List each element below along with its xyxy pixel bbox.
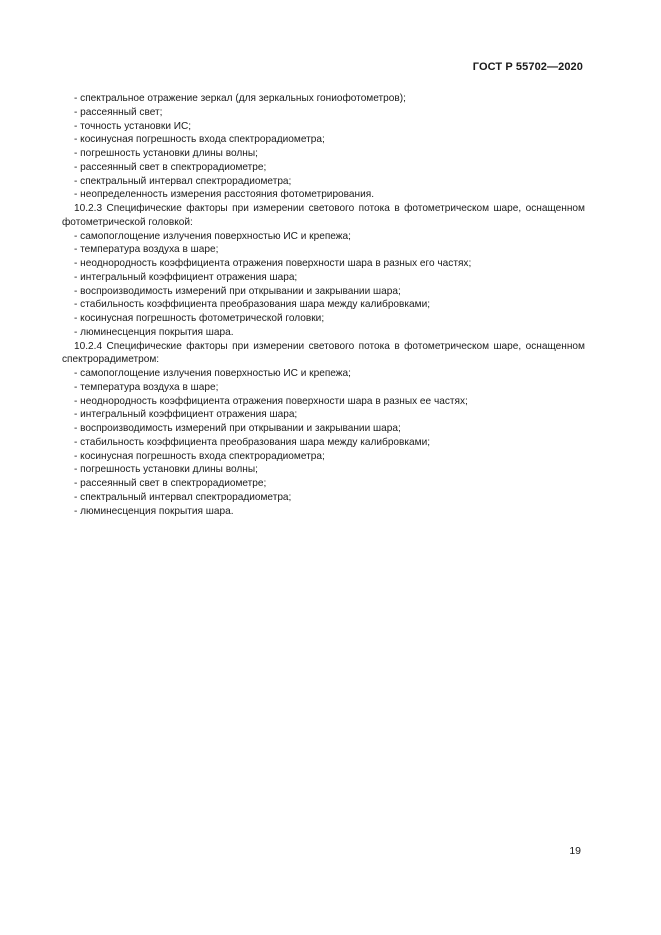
- page-body: [62, 92, 585, 518]
- list-item: - косинусная погрешность фотометрической головки;: [74, 313, 325, 324]
- list-item: - точность установки ИС;: [74, 120, 192, 132]
- list-item: - люминесценция покрытия шара.: [74, 326, 234, 338]
- list-item: - стабильность коэффициента преобразования шара между калибровками;: [74, 436, 431, 448]
- list-item: - неопределенность измерения расстояния фотометрирования.: [74, 189, 375, 201]
- clause-10-2-4-heading: 10.2.4 Специфические факторы при измерении светового потока в фотометрическом шаре, оснащенном спектрорадиметром:: [62, 340, 585, 366]
- section-a-list: [62, 92, 585, 202]
- list-item: - погрешность установки длины волны;: [74, 148, 258, 159]
- list-item: - воспроизводимость измерений при открывании и закрывании шара;: [74, 423, 401, 434]
- list-item: - косинусная погрешность входа спектрорадиометра;: [74, 450, 325, 462]
- list-item: - спектральное отражение зеркал (для зеркальных гониофотометров);: [74, 93, 406, 104]
- page-number: 19: [569, 845, 581, 857]
- list-item: - рассеянный свет в спектрорадиометре;: [74, 478, 267, 489]
- list-item: - спектральный интервал спектрорадиометра;: [74, 491, 292, 503]
- list-item: - спектральный интервал спектрорадиометра;: [74, 175, 292, 187]
- list-item: - температура воздуха в шаре;: [74, 244, 219, 256]
- list-item: - косинусная погрешность входа спектрорадиометра;: [74, 134, 325, 146]
- list-item: - люминесценция покрытия шара.: [74, 505, 234, 517]
- clause-10-2-3-heading: 10.2.3 Специфические факторы при измерении светового потока в фотометрическом шаре, оснащенном фотометрической головкой:: [62, 203, 585, 228]
- list-item: - погрешность установки длины волны;: [74, 464, 258, 476]
- list-item: - неоднородность коэффициента отражения поверхности шара в разных его частях;: [74, 258, 472, 269]
- list-item: - интегральный коэффициент отражения шара;: [74, 271, 298, 283]
- list-item: - стабильность коэффициента преобразования шара между калибровками;: [74, 299, 431, 311]
- document-code: ГОСТ Р 55702—2020: [472, 61, 583, 73]
- list-item: - рассеянный свет;: [74, 106, 163, 118]
- list-item: - температура воздуха в шаре;: [74, 381, 219, 393]
- list-item: - воспроизводимость измерений при открывании и закрывании шара;: [74, 285, 401, 297]
- list-item: - неоднородность коэффициента отражения поверхности шара в разных ее частях;: [74, 395, 468, 407]
- list-item: - самопоглощение излучения поверхностью ИС и крепежа;: [74, 368, 351, 379]
- section-b-list: [62, 230, 585, 340]
- section-c-list: [62, 367, 585, 518]
- list-item: - рассеянный свет в спектрорадиометре;: [74, 161, 267, 173]
- list-item: - интегральный коэффициент отражения шара;: [74, 409, 298, 421]
- list-item: - самопоглощение излучения поверхностью ИС и крепежа;: [74, 230, 351, 242]
